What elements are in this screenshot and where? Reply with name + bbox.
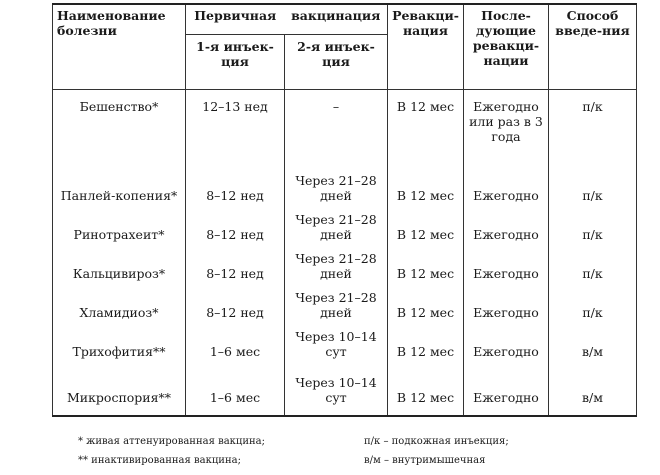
cell-revaccination: В 12 мес: [388, 322, 464, 361]
cell-injection-1: 8–12 нед: [186, 205, 285, 244]
cell-revaccination: В 12 мес: [388, 205, 464, 244]
cell-disease: Микроспория**: [53, 361, 186, 416]
cell-revaccination: В 12 мес: [388, 157, 464, 205]
cell-method: п/к: [549, 205, 637, 244]
footnote-live-vaccine: * живая аттенуированная вакцина;: [78, 436, 266, 447]
cell-injection-2: Через 21–28 дней: [285, 205, 388, 244]
cell-subsequent: Ежегодно: [464, 157, 549, 205]
footnote-intramuscular: в/м – внутримышечная: [364, 455, 486, 466]
table-row: [53, 157, 637, 205]
cell-subsequent: Ежегодно: [464, 283, 549, 322]
cell-disease: Трихофития**: [53, 322, 186, 361]
cell-injection-2: Через 21–28 дней: [285, 244, 388, 283]
cell-injection-2: Через 21–28 дней: [285, 157, 388, 205]
cell-revaccination: В 12 мес: [388, 283, 464, 322]
cell-injection-1: 1–6 мес: [186, 322, 285, 361]
cell-subsequent: Ежегодно: [464, 322, 549, 361]
vaccination-schedule-table: [52, 3, 637, 417]
table-row: [53, 90, 637, 158]
cell-disease: Кальцивироз*: [53, 244, 186, 283]
cell-injection-1: 8–12 нед: [186, 283, 285, 322]
cell-revaccination: В 12 мес: [388, 90, 464, 158]
header-method: Способ введе-ния: [549, 4, 637, 90]
header-disease: Наименование болезни: [53, 4, 186, 90]
table-row: [53, 361, 637, 416]
cell-injection-1: 8–12 нед: [186, 157, 285, 205]
cell-disease: Панлей-копения*: [53, 157, 186, 205]
cell-method: п/к: [549, 157, 637, 205]
cell-disease: Хламидиоз*: [53, 283, 186, 322]
header-revaccination: Ревакци-нация: [388, 4, 464, 90]
cell-subsequent: Ежегодно: [464, 361, 549, 416]
table-row: [53, 283, 637, 322]
cell-method: в/м: [549, 322, 637, 361]
cell-method: п/к: [549, 244, 637, 283]
cell-revaccination: В 12 мес: [388, 244, 464, 283]
cell-revaccination: В 12 мес: [388, 361, 464, 416]
header-primary-right: вакцинация: [285, 4, 388, 35]
cell-subsequent: Ежегодно: [464, 244, 549, 283]
table-row: [53, 322, 637, 361]
cell-disease: Бешенство*: [53, 90, 186, 158]
table-row: [53, 205, 637, 244]
cell-method: п/к: [549, 90, 637, 158]
cell-injection-2: Через 10–14 сут: [285, 361, 388, 416]
cell-injection-2: –: [285, 90, 388, 158]
cell-injection-2: Через 21–28 дней: [285, 283, 388, 322]
cell-subsequent: Ежегодно или раз в 3 года: [464, 90, 549, 158]
header-injection-1: 1-я инъек-ция: [186, 35, 285, 90]
cell-method: в/м: [549, 361, 637, 416]
header-subsequent: После-дующие ревакци-нации: [464, 4, 549, 90]
header-injection-2: 2-я инъек-ция: [285, 35, 388, 90]
header-primary-left: Первичная: [186, 4, 285, 35]
footnote-subcutaneous: п/к – подкожная инъекция;: [364, 436, 509, 447]
cell-subsequent: Ежегодно: [464, 205, 549, 244]
cell-disease: Ринотрахеит*: [53, 205, 186, 244]
cell-injection-2: Через 10–14 сут: [285, 322, 388, 361]
cell-injection-1: 8–12 нед: [186, 244, 285, 283]
cell-method: п/к: [549, 283, 637, 322]
table-row: [53, 244, 637, 283]
cell-injection-1: 12–13 нед: [186, 90, 285, 158]
footnote-inactivated-vaccine: ** инактивированная вакцина;: [78, 455, 241, 466]
cell-injection-1: 1–6 мес: [186, 361, 285, 416]
